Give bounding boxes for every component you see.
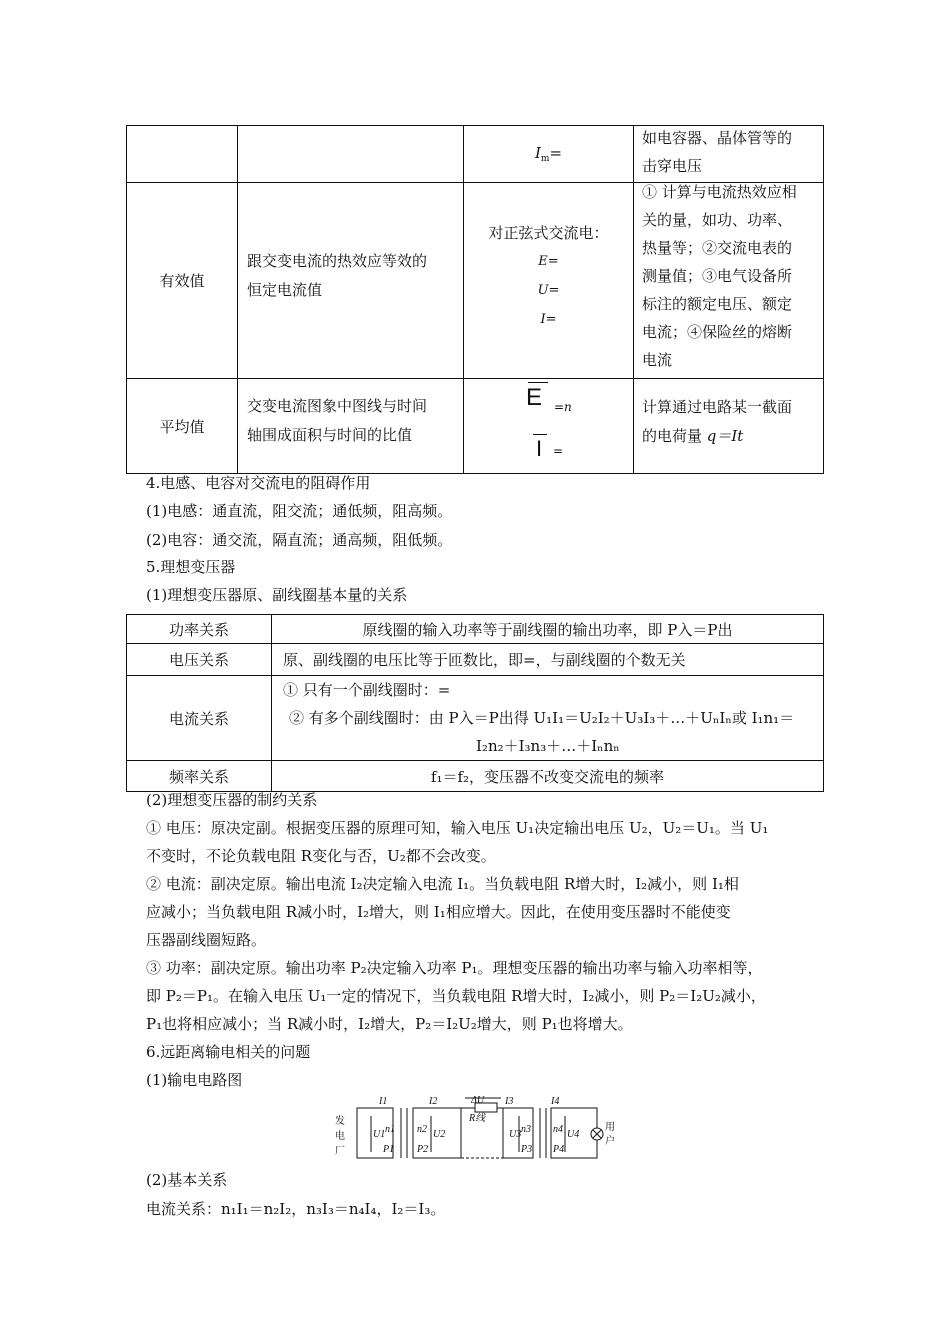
generator-label-3: 厂: [335, 1146, 345, 1157]
voltage-relation-text: 原、副线圈的电压比等于匝数比，即=，与副线圈的个数无关: [283, 651, 686, 669]
svg-text:P4: P4: [553, 1144, 565, 1155]
svg-text:P3: P3: [521, 1144, 533, 1155]
voltage-relation-label: 电压关系: [168, 651, 229, 669]
effective-value-expression: 对正弦式交流电： E= U= I=: [488, 224, 609, 327]
current-relation-label: 电流关系: [168, 709, 229, 728]
svg-text:n1: n1: [385, 1124, 395, 1135]
current-relation-formula: 电流关系：n₁I₁＝n₂I₂，n₃I₃＝n₄I₄，I₂＝I₃。: [146, 1200, 446, 1218]
svg-text:I3: I3: [505, 1096, 514, 1107]
voltage-constraint-line-2: 不变时，不论负载电阻 R变化与否，U₂都不会改变。: [146, 847, 496, 865]
user-label-2: 户: [605, 1136, 615, 1147]
current-constraint-line-3: 压器副线圈短路。: [146, 931, 267, 949]
power-relation-label: 功率关系: [168, 620, 229, 639]
peak-note: 如电容器、晶体管等的 击穿电压: [642, 129, 793, 175]
current-constraint-line-2: 应减小；当负载电阻 R减小时，I₂增大，则 I₁相应增大。因此，在使用变压器时不能使变: [146, 903, 731, 921]
section-4-capacitor: (2)电容：通交流，隔直流；通高频，阻低频。: [146, 531, 453, 549]
section-6-sub1: (1)输电电路图: [146, 1071, 243, 1089]
average-value-note: 计算通过电路某一截面 的电荷量 q＝It: [642, 398, 793, 445]
transmission-circuit-diagram: [335, 1094, 617, 1166]
power-relation-text: 原线圈的输入功率等于副线圈的输出功率，即 P入＝P出: [362, 620, 733, 639]
section-5-sub1: (1)理想变压器原、副线圈基本量的关系: [146, 586, 408, 604]
svg-text:U1: U1: [373, 1129, 386, 1140]
power-constraint-line-1: ③ 功率：副决定原。输出功率 P₂决定输入功率 P₁。理想变压器的输出功率与输入功率相等，: [146, 959, 763, 977]
section-4-inductor: (1)电感：通直流，阻交流；通低频，阻高频。: [146, 502, 453, 520]
section-6-sub2: (2)基本关系: [146, 1171, 228, 1189]
svg-text:n2: n2: [417, 1124, 427, 1135]
svg-text:P2: P2: [417, 1144, 429, 1155]
svg-text:I4: I4: [551, 1096, 560, 1107]
section-4-title: 4.电感、电容对交流电的阻碍作用: [146, 474, 371, 492]
svg-text:R线: R线: [469, 1113, 486, 1124]
voltage-constraint-line-1: ① 电压：原决定副。根据变压器的原理可知，输入电压 U₁决定输出电压 U₂，U₂＝U₁。当 U₁: [146, 819, 769, 837]
current-constraint-line-1: ② 电流：副决定原。输出电流 I₂决定输入电流 I₁。当负载电阻 R增大时，I₂减小，则 I₁相: [146, 875, 739, 893]
section-5-sub2: (2)理想变压器的制约关系: [146, 791, 318, 809]
svg-text:U4: U4: [567, 1129, 580, 1140]
svg-text:n3: n3: [521, 1124, 531, 1135]
current-relation-text: ① 只有一个副线圈时：= ② 有多个副线圈时：由 P入＝P出得 U₁I₁＝U₂I₂＋U₃I₃＋…＋UₙIₙ或 I₁n₁＝ I₂n₂＋I₃n₃＋…＋Iₙnₙ: [283, 681, 795, 755]
section-6-title: 6.远距离输电相关的问题: [146, 1043, 311, 1061]
effective-value-note: ① 计算与电流热效应相 关的量，如功、功率、 热量等；②交流电表的 测量值；③电气设备所 标注的额定电压、额定 电流；④保险丝的熔断 电流: [642, 183, 797, 369]
frequency-relation-label: 频率关系: [168, 767, 229, 786]
average-value-name: 平均值: [159, 417, 205, 436]
svg-text:I2: I2: [429, 1096, 438, 1107]
frequency-relation-text: f₁＝f₂，变压器不改变交流电的频率: [430, 767, 665, 786]
power-constraint-line-2: 即 P₂＝P₁。在输入电压 U₁一定的情况下，当负载电阻 R增大时，I₂减小，则 P₂＝I₂U₂减小，: [146, 987, 766, 1005]
svg-text:U2: U2: [433, 1129, 446, 1140]
svg-text:ΔU: ΔU: [471, 1095, 485, 1106]
svg-text:U3: U3: [509, 1129, 522, 1140]
svg-text:P1: P1: [383, 1144, 395, 1155]
average-value-definition: 交变电流图象中图线与时间 轴围成面积与时间的比值: [247, 397, 428, 444]
svg-text:n4: n4: [553, 1124, 563, 1135]
power-constraint-line-3: P₁也将相应减小；当 R减小时，I₂增大，P₂＝I₂U₂增大，则 P₁也将增大。: [146, 1015, 633, 1033]
generator-label-2: 电: [335, 1131, 345, 1142]
svg-text:I1: I1: [379, 1096, 388, 1107]
peak-expression: $I_m=$: [534, 144, 563, 164]
effective-value-name: 有效值: [159, 272, 205, 290]
generator-label-1: 发: [335, 1116, 345, 1127]
effective-value-definition: 跟交变电流的热效应等效的 恒定电流值: [247, 252, 428, 299]
section-5-title: 5.理想变压器: [146, 558, 236, 576]
user-label-1: 用: [605, 1122, 615, 1133]
